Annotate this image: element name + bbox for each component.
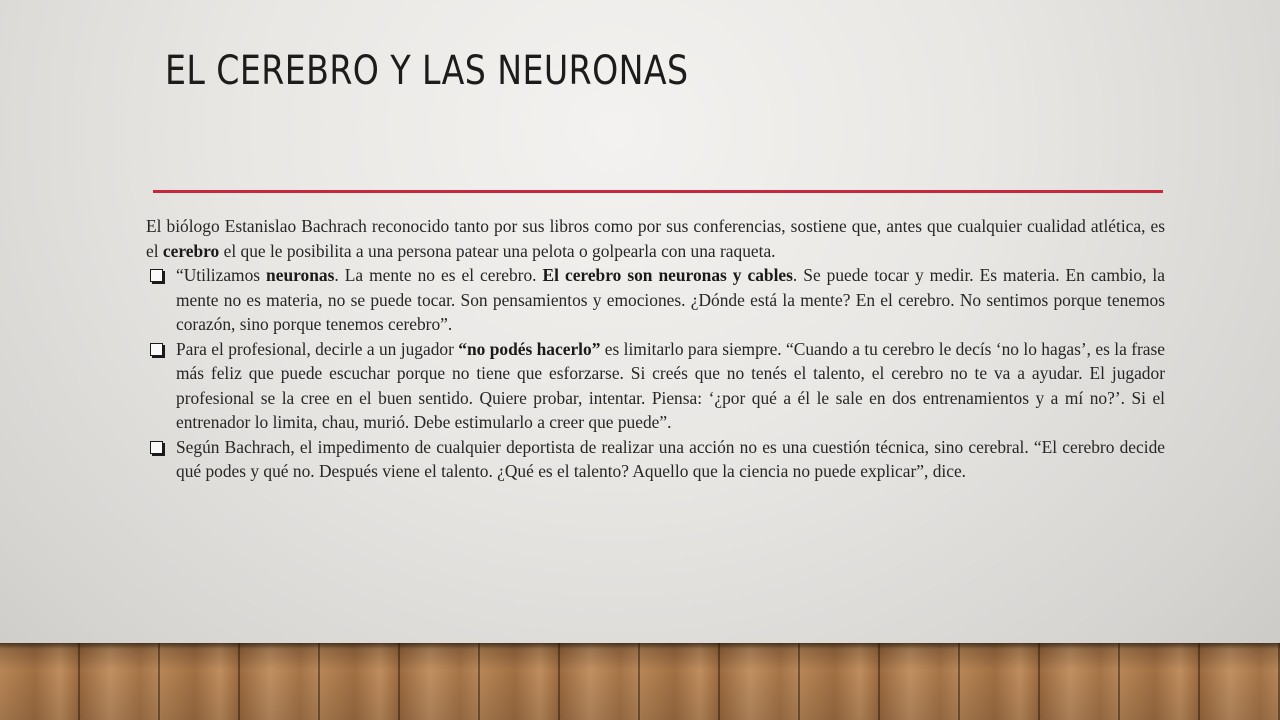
floor-shadow xyxy=(0,643,1280,720)
checkbox-bullet-icon xyxy=(150,343,163,356)
bullet-item-neuronas xyxy=(146,263,1165,337)
checkbox-bullet-icon xyxy=(150,441,163,454)
intro-bold-1: cerebro xyxy=(162,240,220,261)
intro-text-2: el que le posibilita a una persona patear una pelota o golpearla con una raqueta. xyxy=(219,240,776,261)
slide-body xyxy=(146,214,1165,484)
bullet-text: . Se puede tocar y medir. Es materia. En cambio, la mente no es materia, no se puede tocar. Son pensamientos y emociones. ¿Dónde está la mente? En el cerebro. No sentimos porque tenemos corazón, sino porque tenemos cerebro”. xyxy=(176,265,1165,334)
bullet-text: . La mente no es el cerebro. xyxy=(334,265,543,285)
bullet-bold: “no podés hacerlo” xyxy=(458,338,601,359)
bullet-item-bachrach xyxy=(146,435,1165,484)
bullet-text: Según Bachrach, el impedimento de cualquier deportista de realizar una acción no es una cuestión técnica, sino cerebral. “El cerebro decide qué podes y qué no. Después viene el talento. ¿Qué es el talento? Aquello que la ciencia no puede explicar”, dice. xyxy=(176,436,1165,481)
bullet-text: “Utilizamos xyxy=(176,265,267,285)
slide-title: EL CEREBRO Y LAS NEURONAS xyxy=(165,48,689,94)
intro-paragraph xyxy=(146,214,1165,263)
intro-text-1: El biólogo Estanislao Bachrach reconocido tanto por sus libros como por sus conferencias, sostiene que, antes que cualquier cualidad atlética, es el xyxy=(146,216,1165,261)
bullet-text: es limitarlo para siempre. “Cuando a tu cerebro le decís ‘no lo hagas’, es la frase más feliz que puede escuchar porque no tiene que esforzarse. Si creés que no tenés el talento, el cerebro no te va a ayudar. El jugador profesional se la cree en el buen sentido. Quiere probar, intentar. Piensa: ‘¿por qué a él le sale en dos entrenamientos y a mí no?’. Si el entrenador lo limita, chau, murió. Debe estimularlo a creer que puede”. xyxy=(176,338,1165,432)
bullet-list xyxy=(146,263,1165,484)
bullet-bold: El cerebro son neuronas y cables xyxy=(542,265,793,285)
checkbox-bullet-icon xyxy=(150,269,163,282)
title-divider xyxy=(153,190,1163,193)
bullet-text: Para el profesional, decirle a un jugador xyxy=(176,338,459,359)
bullet-item-profesional xyxy=(146,337,1165,435)
bullet-bold: neuronas xyxy=(266,265,335,285)
